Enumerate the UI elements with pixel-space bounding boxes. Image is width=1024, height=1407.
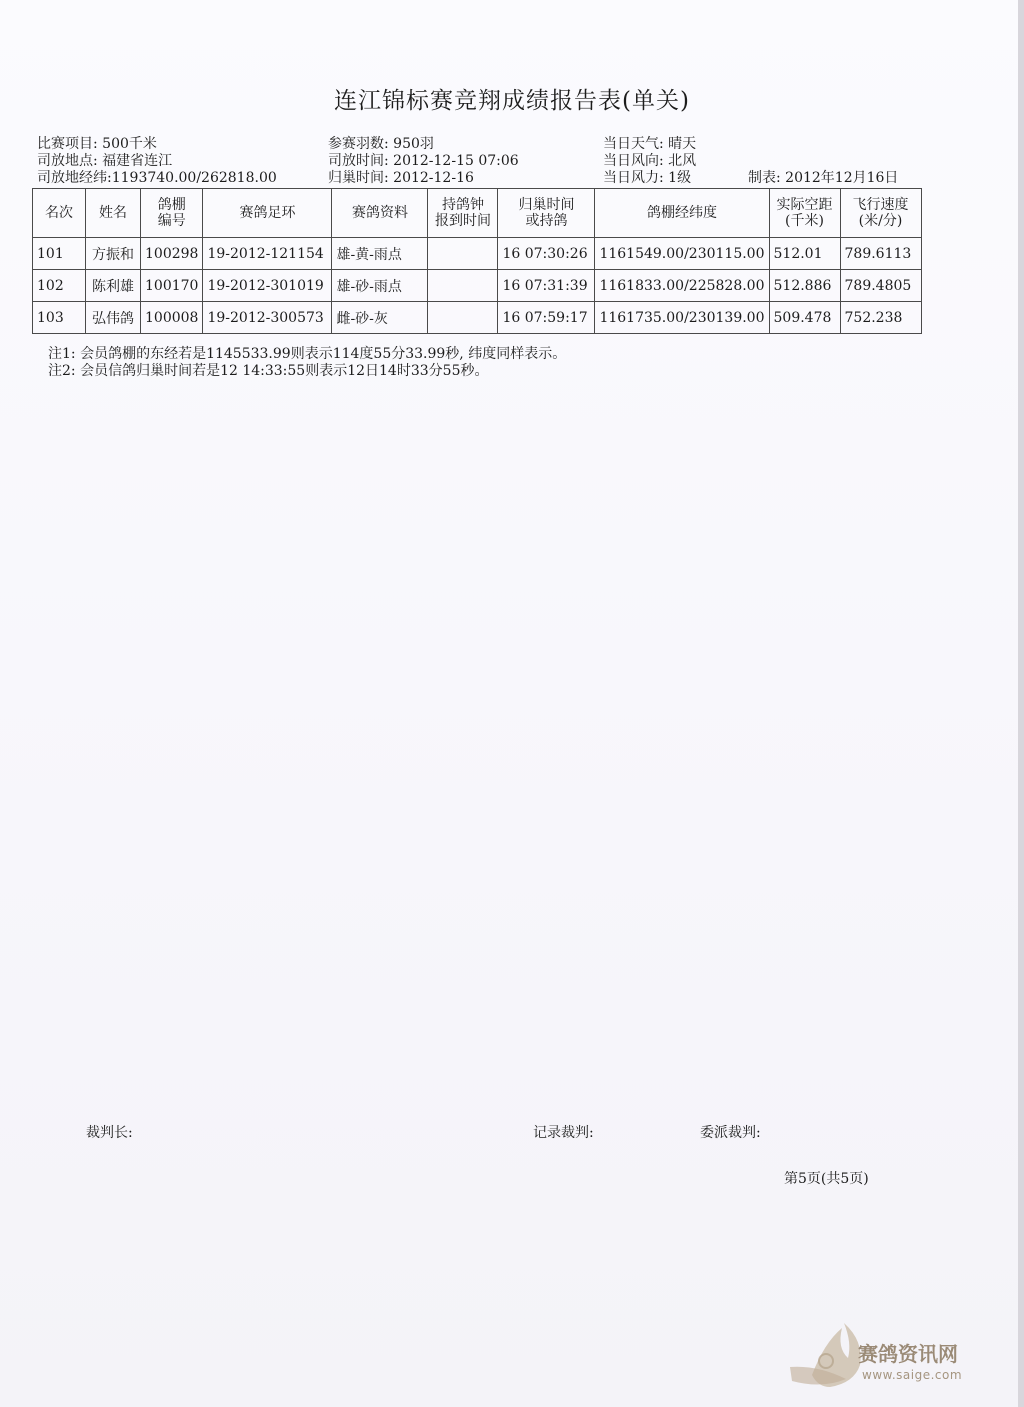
table-header-row xyxy=(33,189,922,238)
cell-arrival-time: 16 07:30:26 xyxy=(498,238,595,270)
watermark-url: www.saige.com xyxy=(862,1368,963,1382)
cell-coordinates: 1161735.00/230139.00 xyxy=(595,302,769,334)
header-speed: 飞行速度 (米/分) xyxy=(840,189,921,238)
note-2: 注2: 会员信鸽归巢时间若是12 14:33:55则表示12日14时33分55秒。 xyxy=(48,363,489,379)
cell-rank: 103 xyxy=(33,302,86,334)
header-distance: 实际空距 (千米) xyxy=(769,189,840,238)
cell-bird-info: 雄-黄-雨点 xyxy=(332,238,428,270)
cell-ring: 19-2012-121154 xyxy=(203,238,332,270)
cell-clock-time xyxy=(428,270,498,302)
cell-bird-info: 雌-砂-灰 xyxy=(332,302,428,334)
notes xyxy=(48,346,566,380)
cell-coordinates: 1161549.00/230115.00 xyxy=(595,238,769,270)
cell-coordinates: 1161833.00/225828.00 xyxy=(595,270,769,302)
table-row xyxy=(33,270,922,302)
table-row xyxy=(33,302,922,334)
release-location: 司放地点: 福建省连江 xyxy=(37,153,173,169)
cell-rank: 102 xyxy=(33,270,86,302)
page-number: 第5页(共5页) xyxy=(784,1171,869,1187)
cell-speed: 752.238 xyxy=(840,302,921,334)
release-time: 司放时间: 2012-12-15 07:06 xyxy=(328,153,519,169)
cell-loft-id: 100170 xyxy=(141,270,203,302)
delegated-judge-label: 委派裁判: xyxy=(700,1125,761,1141)
header-rank: 名次 xyxy=(33,189,86,238)
cell-arrival-time: 16 07:31:39 xyxy=(498,270,595,302)
header-arrival-time: 归巢时间 或持鸽 xyxy=(498,189,595,238)
results-table xyxy=(32,188,922,334)
race-distance: 比赛项目: 500千米 xyxy=(37,136,157,152)
cell-ring: 19-2012-300573 xyxy=(203,302,332,334)
wind-direction: 当日风向: 北风 xyxy=(603,153,697,169)
wind-force: 当日风力: 1级 xyxy=(603,170,692,186)
info-column-2 xyxy=(328,136,519,187)
header-coordinates: 鸽棚经纬度 xyxy=(595,189,769,238)
note-1: 注1: 会员鸽棚的东经若是1145533.99则表示114度55分33.99秒, 纬度同样表示。 xyxy=(48,346,567,362)
header-bird-info: 赛鸽资料 xyxy=(332,189,428,238)
info-column-3 xyxy=(603,136,899,187)
cell-rank: 101 xyxy=(33,238,86,270)
cell-clock-time xyxy=(428,302,498,334)
cell-name: 弘伟鸽 xyxy=(86,302,141,334)
report-title: 连江锦标赛竞翔成绩报告表(单关) xyxy=(334,88,690,114)
cell-distance: 512.01 xyxy=(769,238,840,270)
cell-speed: 789.4805 xyxy=(840,270,921,302)
cell-loft-id: 100298 xyxy=(141,238,203,270)
header-name: 姓名 xyxy=(86,189,141,238)
cell-speed: 789.6113 xyxy=(840,238,921,270)
cell-loft-id: 100008 xyxy=(141,302,203,334)
entry-count: 参赛羽数: 950羽 xyxy=(328,136,434,152)
weather: 当日天气: 晴天 xyxy=(603,136,697,152)
table-row xyxy=(33,238,922,270)
return-date: 归巢时间: 2012-12-16 xyxy=(328,170,474,186)
watermark-site-name: 赛鸽资讯网 xyxy=(858,1342,958,1366)
table-date: 制表: 2012年12月16日 xyxy=(748,170,899,186)
release-coordinates: 司放地经纬:1193740.00/262818.00 xyxy=(37,170,277,186)
header-loft-id: 鸽棚 编号 xyxy=(141,189,203,238)
cell-name: 陈利雄 xyxy=(86,270,141,302)
header-clock-time: 持鸽钟 报到时间 xyxy=(428,189,498,238)
recording-judge-label: 记录裁判: xyxy=(533,1125,594,1141)
cell-name: 方振和 xyxy=(86,238,141,270)
header-ring: 赛鸽足环 xyxy=(203,189,332,238)
cell-distance: 509.478 xyxy=(769,302,840,334)
chief-judge-label: 裁判长: xyxy=(86,1125,133,1141)
cell-ring: 19-2012-301019 xyxy=(203,270,332,302)
cell-arrival-time: 16 07:59:17 xyxy=(498,302,595,334)
cell-bird-info: 雄-砂-雨点 xyxy=(332,270,428,302)
info-column-1 xyxy=(37,136,277,187)
cell-distance: 512.886 xyxy=(769,270,840,302)
cell-clock-time xyxy=(428,238,498,270)
